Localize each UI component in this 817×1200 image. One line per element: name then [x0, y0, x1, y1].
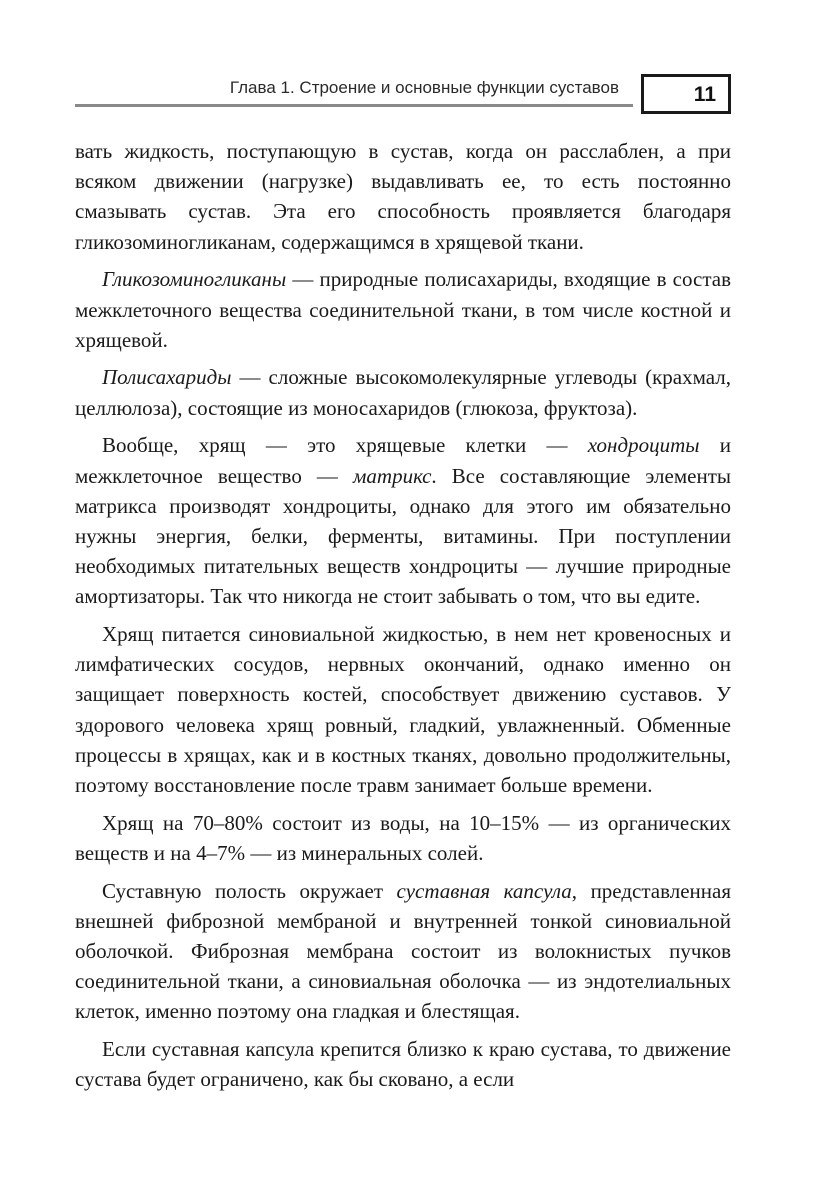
paragraph-1	[75, 136, 731, 257]
defined-term: Гликозоминогликаны	[102, 267, 287, 292]
page-body	[75, 136, 731, 1095]
paragraph-6	[75, 808, 731, 868]
paragraph-text: вать жидкость, поступающую в сустав, когда он расслаблен, а при всяком движении (нагрузке) выдавливать ее, то есть постоянно смазывать сустав. Эта его способность проявляется благодаря гликозоминогликанам, содержащимся в хрящевой ткани.	[75, 139, 731, 254]
paragraph-text: Хрящ питается синовиальной жидкостью, в нем нет кровеносных и лимфатических сосудов, нервных окончаний, однако именно он защищает поверхность костей, способствует движению суставов. У здорового человека хрящ ровный, гладкий, увлажненный. Обменные процессы в хрящах, как и в костных тканях, довольно продолжительны, поэтому восстановление после травм занимает больше времени.	[75, 622, 731, 798]
chapter-title: Глава 1. Строение и основные функции суставов	[229, 78, 619, 97]
page-number-box	[641, 74, 731, 114]
term-joint-capsule: суставная капсула	[396, 878, 572, 903]
term-matrix: матрикс	[353, 463, 432, 488]
paragraph-text: , представленная внешней фиброзной мембраной и внутренней тонкой синовиальной оболочкой. Фиброзная мембрана состоит из волокнистых пучков соединительной ткани, а синовиальная оболочка — из эндотелиальных клеток, именно поэтому она гладкая и блестящая.	[75, 878, 732, 1024]
header-divider	[75, 104, 633, 107]
paragraph-4	[75, 430, 731, 611]
paragraph-text: . Все составляющие элементы матрикса производят хондроциты, однако для этого им обязательно нужны энергия, белки, ферменты, витамины. При поступлении необходимых питательных веществ хондроциты — лучшие природные амортизаторы. Так что никогда не стоит забывать о том, что вы едите.	[75, 463, 731, 609]
definition-text: — природные полисахариды, входящие в состав межклеточного вещества соединительной ткани, в том числе костной и хрящевой.	[75, 267, 731, 352]
paragraph-2-definition	[75, 264, 731, 355]
page-number: 11	[693, 83, 716, 106]
paragraph-8	[75, 1034, 731, 1094]
running-header	[75, 70, 731, 118]
paragraph-text: Хрящ на 70–80% состоит из воды, на 10–15% — из органических веществ и на 4–7% — из минеральных солей.	[75, 810, 731, 865]
term-chondrocytes: хондроциты	[587, 433, 700, 458]
paragraph-text: Суставную полость окружает	[102, 878, 397, 903]
paragraph-text: Вообще, хрящ — это хрящевые клетки —	[102, 433, 588, 458]
paragraph-3-definition	[75, 362, 731, 422]
paragraph-text: Если суставная капсула крепится близко к краю сустава, то движение сустава будет ограничено, как бы сковано, а если	[75, 1037, 731, 1092]
paragraph-5	[75, 619, 731, 800]
defined-term: Полисахариды	[102, 365, 232, 390]
definition-text: — сложные высокомолекулярные углеводы (крахмал, целлюлоза), состоящие из моносахаридов (глюкоза, фруктоза).	[75, 365, 731, 420]
paragraph-text: и межклеточное вещество —	[75, 433, 731, 488]
paragraph-7	[75, 876, 731, 1027]
